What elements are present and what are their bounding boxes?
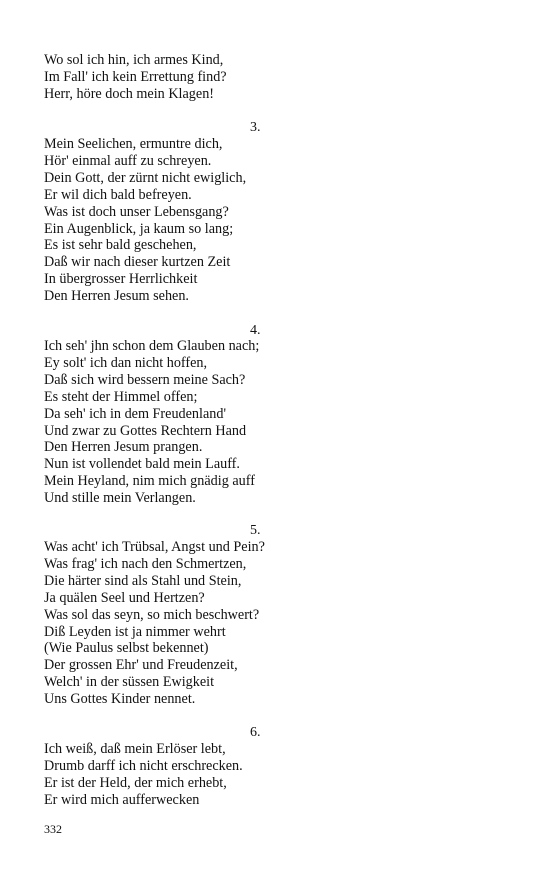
page-number: 332 [44,822,62,836]
verse-line: Hör' einmal auff zu schreyen. [44,152,212,169]
verse-line: Ja quälen Seel und Hertzen? [44,589,205,606]
verse-line: Drumb darff ich nicht erschrecken. [44,757,243,774]
verse-line: Da seh' ich in dem Freudenland' [44,405,227,422]
verse-line: Was frag' ich nach den Schmertzen, [44,555,247,572]
stanza-6 [44,741,344,809]
stanza-number: 6. [250,725,261,740]
verse-line: Und stille mein Verlangen. [44,490,196,507]
verse-line: Mein Seelichen, ermuntre dich, [44,136,223,152]
verse-line: Es steht der Himmel offen; [44,388,198,405]
verse-line: Herr, höre doch mein Klagen! [44,85,215,102]
verse-line: Es ist sehr bald geschehen, [44,237,197,254]
stanza-3 [44,136,344,305]
verse-line: In übergrosser Herrlichkeit [44,271,198,288]
verse-line: Den Herren Jesum sehen. [44,288,189,305]
verse-line: Im Fall' ich kein Errettung find? [44,68,227,85]
verse-line: Uns Gottes Kinder nennet. [44,691,196,708]
verse-line: Was acht' ich Trübsal, Angst und Pein? [44,539,265,555]
verse-line: Er wil dich bald befreyen. [44,186,192,203]
verse-line: Ey solt' ich dan nicht hoffen, [44,354,208,371]
stanza-5 [44,539,344,708]
stanza-number: 3. [250,120,261,135]
verse-line: Was ist doch unser Lebensgang? [44,203,229,220]
stanza-number: 5. [250,523,261,538]
verse-line: Ich weiß, daß mein Erlöser lebt, [44,741,226,757]
verse-line: Dein Gott, der zürnt nicht ewiglich, [44,169,247,186]
verse-line: Mein Heyland, nim mich gnädig auff [44,473,255,490]
verse-line: Ein Augenblick, ja kaum so lang; [44,220,234,237]
stanza-2-end [44,52,344,103]
verse-line: Welch' in der süssen Ewigkeit [44,674,215,691]
verse-line: Nun ist vollendet bald mein Lauff. [44,456,240,473]
verse-line: Ich seh' jhn schon dem Glauben nach; [44,338,260,354]
verse-line: Was sol das seyn, so mich beschwert? [44,606,260,623]
verse-line: Die härter sind als Stahl und Stein, [44,572,242,589]
verse-line: Wo sol ich hin, ich armes Kind, [44,52,224,68]
verse-line: Daß wir nach dieser kurtzen Zeit [44,254,231,271]
verse-line: Und zwar zu Gottes Rechtern Hand [44,422,247,439]
verse-line: Er ist der Held, der mich erhebt, [44,774,227,791]
verse-line: Diß Leyden ist ja nimmer wehrt [44,623,226,640]
stanza-4 [44,338,344,507]
verse-line: Daß sich wird bessern meine Sach? [44,371,246,388]
verse-line: Er wird mich aufferwecken [44,791,200,808]
stanza-number: 4. [250,323,261,338]
verse-line: Den Herren Jesum prangen. [44,439,203,456]
verse-line: (Wie Paulus selbst bekennet) [44,640,209,657]
verse-line: Der grossen Ehr' und Freudenzeit, [44,657,238,674]
